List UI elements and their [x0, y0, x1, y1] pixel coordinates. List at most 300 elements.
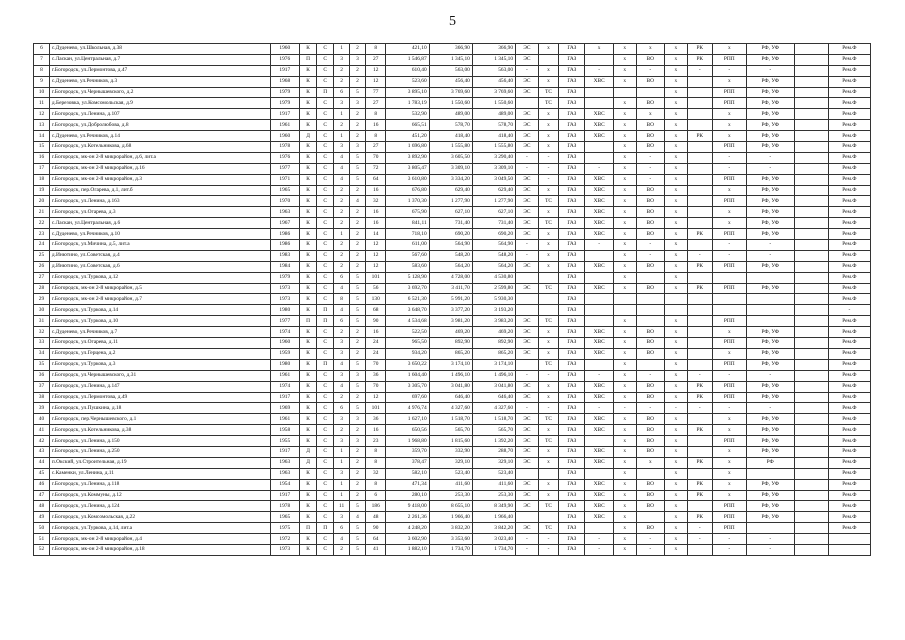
- cell-type: С: [317, 218, 334, 229]
- table-row: [34, 250, 871, 261]
- cell-sewerage: ВО: [636, 120, 664, 131]
- cell-type: С: [317, 152, 334, 163]
- cell-hot-water: х: [613, 468, 636, 479]
- cell-wall-material: К: [300, 490, 317, 501]
- cell-repair-fund: [828, 544, 870, 555]
- cell-cold-water: ХВС: [585, 131, 613, 142]
- cell-type: П: [317, 316, 334, 327]
- cell-extra: [794, 87, 828, 98]
- cell-residential-area: 563,00: [472, 65, 515, 76]
- cell-bath: х: [665, 174, 688, 185]
- cell-residential-area: 456,40: [472, 76, 515, 87]
- cell-extra: [794, 414, 828, 425]
- cell-wall-material: Д: [300, 131, 317, 142]
- cell-heating: [538, 272, 558, 283]
- cell-apartments: 12: [365, 250, 385, 261]
- cell-heating: ТС: [538, 196, 558, 207]
- cell-type: П: [317, 305, 334, 316]
- cell-year-built: 1976: [270, 152, 300, 163]
- cell-hot-water: х: [613, 65, 636, 76]
- cell-entrances: 2: [334, 425, 350, 436]
- cell-extra: [794, 305, 828, 316]
- cell-repair-fund: Рем.Ф: [828, 65, 870, 76]
- cell-bath: х: [665, 261, 688, 272]
- cell-sewerage: ВО: [636, 283, 664, 294]
- cell-bath: х: [665, 131, 688, 142]
- cell-gas: ГАЗ: [559, 196, 585, 207]
- cell-year-built: 1973: [270, 294, 300, 305]
- cell-entrances: 11: [334, 501, 350, 512]
- cell-repair-fund: Рем.Ф: [828, 87, 870, 98]
- cell-address: г.Богородск, ул.Герцена, д.2: [49, 348, 270, 359]
- cell-year-built: 1980: [270, 359, 300, 370]
- cell-apartments: 70: [365, 359, 385, 370]
- cell-address: г.Богородск, ул.Ленина, д.150: [49, 436, 270, 447]
- cell-row-number: 14: [34, 131, 50, 142]
- cell-address: г.Богородск, мк-он 2-й микрорайон, д.6, лит.а: [49, 152, 270, 163]
- cell-sewerage: х: [636, 457, 664, 468]
- cell-electricity: ЭС: [516, 414, 539, 425]
- cell-roof-repair: РК: [687, 479, 712, 490]
- cell-residential-area: 564,20: [472, 261, 515, 272]
- cell-hot-water: х: [613, 109, 636, 120]
- cell-type: П: [317, 523, 334, 534]
- cell-cold-water: ХВС: [585, 109, 613, 120]
- cell-electricity: -: [516, 370, 539, 381]
- cell-bath: х: [665, 272, 688, 283]
- cell-sewerage: ВО: [636, 490, 664, 501]
- cell-hot-water: х: [613, 414, 636, 425]
- cell-sewerage: ВО: [636, 327, 664, 338]
- cell-gas: ГАЗ: [559, 327, 585, 338]
- cell-electricity: [516, 98, 539, 109]
- cell-residential-area: 1 550,60: [472, 98, 515, 109]
- cell-living-area: 456,40: [429, 76, 472, 87]
- cell-facade-repair: РФ, УФ: [746, 142, 794, 153]
- cell-gas: ГАЗ: [559, 218, 585, 229]
- cell-extra: [794, 65, 828, 76]
- cell-floors: 2: [350, 348, 366, 359]
- cell-heating: х: [538, 348, 558, 359]
- cell-electricity: [516, 512, 539, 523]
- cell-residential-area: 548,20: [472, 250, 515, 261]
- cell-lift-repair: х: [712, 120, 746, 131]
- cell-facade-repair: -: [746, 250, 794, 261]
- cell-hot-water: х: [613, 218, 636, 229]
- cell-residential-area: 578,70: [472, 120, 515, 131]
- cell-row-number: 38: [34, 392, 50, 403]
- cell-floors: 2: [350, 392, 366, 403]
- cell-roof-repair: [687, 185, 712, 196]
- cell-roof-repair: [687, 359, 712, 370]
- table-row: [34, 261, 871, 272]
- cell-roof-repair: -: [687, 523, 712, 534]
- cell-wall-material: К: [300, 87, 317, 98]
- cell-wall-material: К: [300, 65, 317, 76]
- cell-facade-repair: РФ, УФ: [746, 327, 794, 338]
- cell-roof-repair: [687, 142, 712, 153]
- cell-roof-repair: РК: [687, 229, 712, 240]
- cell-repair-fund: Рем.Ф: [828, 152, 870, 163]
- cell-floors: 2: [350, 185, 366, 196]
- table-row: [34, 338, 871, 349]
- cell-heating: х: [538, 446, 558, 457]
- cell-extra: [794, 327, 828, 338]
- cell-roof-repair: [687, 468, 712, 479]
- cell-row-number: 25: [34, 250, 50, 261]
- cell-total-area: 965,50: [386, 338, 429, 349]
- cell-lift-repair: РПП: [712, 229, 746, 240]
- cell-lift-repair: РПП: [712, 54, 746, 65]
- cell-apartments: 12: [365, 261, 385, 272]
- cell-cold-water: -: [585, 370, 613, 381]
- cell-entrances: 2: [334, 544, 350, 555]
- cell-address: г.Богородск, пер.Чернышевского, д.1: [49, 414, 270, 425]
- cell-entrances: 4: [334, 305, 350, 316]
- cell-bath: х: [665, 425, 688, 436]
- cell-row-number: 37: [34, 381, 50, 392]
- cell-extra: [794, 109, 828, 120]
- cell-extra: [794, 163, 828, 174]
- cell-entrances: 2: [334, 250, 350, 261]
- cell-facade-repair: [746, 316, 794, 327]
- cell-sewerage: -: [636, 152, 664, 163]
- cell-living-area: 5 991,20: [429, 294, 472, 305]
- cell-electricity: ЭС: [516, 131, 539, 142]
- cell-cold-water: [585, 468, 613, 479]
- table-row: [34, 185, 871, 196]
- cell-repair-fund: Рем.Ф: [828, 490, 870, 501]
- cell-address: д.Березовка, ул.Комсомольская, д.9: [49, 98, 270, 109]
- cell-floors: 5: [350, 305, 366, 316]
- cell-residential-area: 3 769,60: [472, 87, 515, 98]
- cell-type: С: [317, 272, 334, 283]
- cell-type: С: [317, 207, 334, 218]
- cell-facade-repair: РФ, УФ: [746, 207, 794, 218]
- table-row: [34, 65, 871, 76]
- cell-electricity: ЭС: [516, 120, 539, 131]
- cell-roof-repair: РК: [687, 392, 712, 403]
- cell-floors: 5: [350, 403, 366, 414]
- page-number: 5: [449, 14, 456, 29]
- cell-sewerage: [636, 272, 664, 283]
- cell-heating: ТС: [538, 414, 558, 425]
- cell-facade-repair: [746, 294, 794, 305]
- cell-gas: ГАЗ: [559, 98, 585, 109]
- cell-entrances: 4: [334, 163, 350, 174]
- cell-sewerage: -: [636, 403, 664, 414]
- table-row: [34, 544, 871, 555]
- table-row: [34, 479, 871, 490]
- cell-apartments: 24: [365, 338, 385, 349]
- table-row: [34, 403, 871, 414]
- cell-apartments: 24: [365, 348, 385, 359]
- cell-hot-water: х: [613, 534, 636, 545]
- cell-total-area: 1 604,40: [386, 370, 429, 381]
- cell-hot-water: х: [613, 120, 636, 131]
- cell-entrances: 3: [334, 348, 350, 359]
- cell-wall-material: К: [300, 425, 317, 436]
- cell-gas: ГАЗ: [559, 544, 585, 555]
- cell-entrances: 8: [334, 294, 350, 305]
- table-row: [34, 370, 871, 381]
- cell-wall-material: К: [300, 381, 317, 392]
- cell-entrances: 2: [334, 207, 350, 218]
- cell-wall-material: К: [300, 370, 317, 381]
- table-row: [34, 283, 871, 294]
- cell-living-area: 3 411,70: [429, 283, 472, 294]
- cell-residential-area: 3 023,40: [472, 534, 515, 545]
- cell-row-number: 29: [34, 294, 50, 305]
- cell-year-built: 1967: [270, 218, 300, 229]
- cell-sewerage: х: [636, 44, 664, 55]
- cell-year-built: 1968: [270, 76, 300, 87]
- table-row: [34, 534, 871, 545]
- cell-total-area: 1 783,19: [386, 98, 429, 109]
- cell-floors: 3: [350, 414, 366, 425]
- cell-total-area: 1 546,87: [386, 54, 429, 65]
- cell-repair-fund: Рем.Ф: [828, 174, 870, 185]
- cell-type: С: [317, 65, 334, 76]
- table-row: [34, 163, 871, 174]
- cell-residential-area: 564,90: [472, 240, 515, 251]
- cell-entrances: 4: [334, 174, 350, 185]
- cell-lift-repair: -: [712, 370, 746, 381]
- cell-facade-repair: РФ, УФ: [746, 381, 794, 392]
- cell-entrances: 3: [334, 468, 350, 479]
- cell-total-area: 451,20: [386, 131, 429, 142]
- cell-heating: [538, 54, 558, 65]
- cell-floors: 5: [350, 359, 366, 370]
- cell-repair-fund: Рем.Ф: [828, 403, 870, 414]
- cell-type: С: [317, 370, 334, 381]
- cell-row-number: 16: [34, 152, 50, 163]
- cell-address: г.Богородск, ул.Ленина, д.107: [49, 109, 270, 120]
- cell-type: С: [317, 436, 334, 447]
- cell-residential-area: 1 734,70: [472, 544, 515, 555]
- cell-repair-fund: Рем.Ф: [828, 457, 870, 468]
- cell-gas: ГАЗ: [559, 392, 585, 403]
- cell-living-area: 564,90: [429, 240, 472, 251]
- cell-sewerage: ВО: [636, 76, 664, 87]
- cell-facade-repair: РФ: [746, 457, 794, 468]
- cell-bath: х: [665, 109, 688, 120]
- cell-year-built: 1977: [270, 316, 300, 327]
- cell-cold-water: ХВС: [585, 338, 613, 349]
- cell-year-built: 1979: [270, 98, 300, 109]
- cell-living-area: 3 605,50: [429, 152, 472, 163]
- cell-wall-material: К: [300, 436, 317, 447]
- cell-sewerage: ВО: [636, 381, 664, 392]
- cell-lift-repair: -: [712, 544, 746, 555]
- cell-hot-water: х: [613, 98, 636, 109]
- cell-electricity: ЭС: [516, 261, 539, 272]
- cell-repair-fund: Рем.Ф: [828, 207, 870, 218]
- cell-lift-repair: х: [712, 131, 746, 142]
- cell-roof-repair: РК: [687, 425, 712, 436]
- cell-row-number: 47: [34, 490, 50, 501]
- cell-repair-fund: Рем.Ф: [828, 294, 870, 305]
- cell-wall-material: Д: [300, 446, 317, 457]
- cell-extra: [794, 403, 828, 414]
- cell-lift-repair: РПП: [712, 261, 746, 272]
- cell-residential-area: 1 277,90: [472, 196, 515, 207]
- cell-facade-repair: РФ, УФ: [746, 174, 794, 185]
- cell-row-number: 40: [34, 414, 50, 425]
- cell-bath: х: [665, 283, 688, 294]
- cell-year-built: 1963: [270, 207, 300, 218]
- cell-entrances: 1: [334, 490, 350, 501]
- cell-wall-material: К: [300, 414, 317, 425]
- cell-total-area: 9 418,00: [386, 501, 429, 512]
- cell-repair-fund: Рем.Ф: [828, 468, 870, 479]
- cell-sewerage: ВО: [636, 98, 664, 109]
- cell-living-area: 411,60: [429, 479, 472, 490]
- cell-hot-water: х: [613, 229, 636, 240]
- cell-hot-water: х: [613, 44, 636, 55]
- cell-facade-repair: [746, 305, 794, 316]
- cell-heating: х: [538, 65, 558, 76]
- cell-bath: х: [665, 348, 688, 359]
- cell-apartments: 70: [365, 381, 385, 392]
- cell-row-number: 51: [34, 534, 50, 545]
- cell-roof-repair: РК: [687, 490, 712, 501]
- cell-bath: х: [665, 142, 688, 153]
- cell-roof-repair: [687, 174, 712, 185]
- cell-electricity: -: [516, 240, 539, 251]
- cell-heating: ТС: [538, 501, 558, 512]
- cell-address: г.Богородск, ул.Ленина, д.124: [49, 501, 270, 512]
- cell-electricity: ЭС: [516, 196, 539, 207]
- cell-lift-repair: х: [712, 468, 746, 479]
- table-row: [34, 87, 871, 98]
- cell-gas: ГАЗ: [559, 316, 585, 327]
- cell-apartments: 16: [365, 207, 385, 218]
- cell-type: С: [317, 163, 334, 174]
- cell-apartments: 16: [365, 120, 385, 131]
- cell-electricity: ЭС: [516, 479, 539, 490]
- cell-address: г.Богородск, мк-он 2-й микрорайон, д.16: [49, 163, 270, 174]
- cell-facade-repair: РФ, УФ: [746, 283, 794, 294]
- cell-cold-water: [585, 436, 613, 447]
- cell-row-number: 15: [34, 142, 50, 153]
- housing-registry-table: [33, 43, 871, 556]
- cell-repair-fund: -: [828, 305, 870, 316]
- cell-cold-water: [585, 305, 613, 316]
- cell-floors: 2: [350, 338, 366, 349]
- cell-facade-repair: РФ, УФ: [746, 338, 794, 349]
- cell-apartments: 8: [365, 446, 385, 457]
- cell-bath: х: [665, 479, 688, 490]
- cell-bath: х: [665, 163, 688, 174]
- cell-address: г.Богородск, ул.Пушкина, д.18: [49, 403, 270, 414]
- cell-wall-material: К: [300, 327, 317, 338]
- cell-apartments: 72: [365, 163, 385, 174]
- cell-living-area: 3 769,60: [429, 87, 472, 98]
- cell-roof-repair: [687, 348, 712, 359]
- table-row: [34, 142, 871, 153]
- cell-heating: -: [538, 403, 558, 414]
- cell-cold-water: ХВС: [585, 283, 613, 294]
- cell-entrances: 6: [334, 87, 350, 98]
- cell-type: П: [317, 359, 334, 370]
- cell-living-area: 3 832,20: [429, 523, 472, 534]
- cell-floors: 5: [350, 501, 366, 512]
- table-row: [34, 425, 871, 436]
- cell-facade-repair: РФ, УФ: [746, 131, 794, 142]
- cell-address: с.Дуденево, ул.Речников, д.10: [49, 229, 270, 240]
- cell-total-area: 1 882,10: [386, 544, 429, 555]
- cell-gas: ГАЗ: [559, 131, 585, 142]
- cell-lift-repair: РПП: [712, 98, 746, 109]
- cell-row-number: 52: [34, 544, 50, 555]
- cell-heating: -: [538, 370, 558, 381]
- cell-cold-water: [585, 54, 613, 65]
- cell-extra: [794, 348, 828, 359]
- cell-extra: [794, 425, 828, 436]
- cell-residential-area: 629,40: [472, 185, 515, 196]
- cell-sewerage: -: [636, 174, 664, 185]
- cell-electricity: ЭС: [516, 109, 539, 120]
- cell-sewerage: -: [636, 163, 664, 174]
- cell-sewerage: [636, 512, 664, 523]
- cell-row-number: 30: [34, 305, 50, 316]
- cell-facade-repair: -: [746, 65, 794, 76]
- cell-roof-repair: РК: [687, 283, 712, 294]
- cell-row-number: 7: [34, 54, 50, 65]
- cell-residential-area: 627,10: [472, 207, 515, 218]
- table-row: [34, 76, 871, 87]
- cell-heating: х: [538, 490, 558, 501]
- cell-hot-water: х: [613, 523, 636, 534]
- cell-heating: х: [538, 338, 558, 349]
- cell-year-built: 1986: [270, 229, 300, 240]
- cell-electricity: ЭС: [516, 381, 539, 392]
- cell-facade-repair: РФ, УФ: [746, 76, 794, 87]
- cell-row-number: 31: [34, 316, 50, 327]
- cell-heating: -: [538, 544, 558, 555]
- cell-bath: х: [665, 196, 688, 207]
- cell-cold-water: [585, 316, 613, 327]
- cell-row-number: 26: [34, 261, 50, 272]
- cell-entrances: 3: [334, 142, 350, 153]
- cell-roof-repair: [687, 152, 712, 163]
- cell-residential-area: 1 518,70: [472, 414, 515, 425]
- cell-bath: х: [665, 370, 688, 381]
- cell-hot-water: х: [613, 490, 636, 501]
- cell-type: С: [317, 468, 334, 479]
- cell-facade-repair: РФ, УФ: [746, 436, 794, 447]
- cell-living-area: 523,40: [429, 468, 472, 479]
- cell-facade-repair: -: [746, 240, 794, 251]
- cell-entrances: 2: [334, 261, 350, 272]
- cell-residential-area: 4 327,60: [472, 403, 515, 414]
- cell-bath: х: [665, 392, 688, 403]
- cell-bath: х: [665, 240, 688, 251]
- cell-total-area: 1 696,80: [386, 142, 429, 153]
- cell-sewerage: ВО: [636, 218, 664, 229]
- cell-apartments: 8: [365, 479, 385, 490]
- cell-gas: ГАЗ: [559, 468, 585, 479]
- cell-extra: [794, 44, 828, 55]
- cell-cold-water: [585, 250, 613, 261]
- cell-floors: 5: [350, 294, 366, 305]
- cell-total-area: 522,50: [386, 327, 429, 338]
- cell-facade-repair: РФ, УФ: [746, 446, 794, 457]
- cell-hot-water: х: [613, 446, 636, 457]
- cell-cold-water: ХВС: [585, 327, 613, 338]
- cell-cold-water: ХВС: [585, 348, 613, 359]
